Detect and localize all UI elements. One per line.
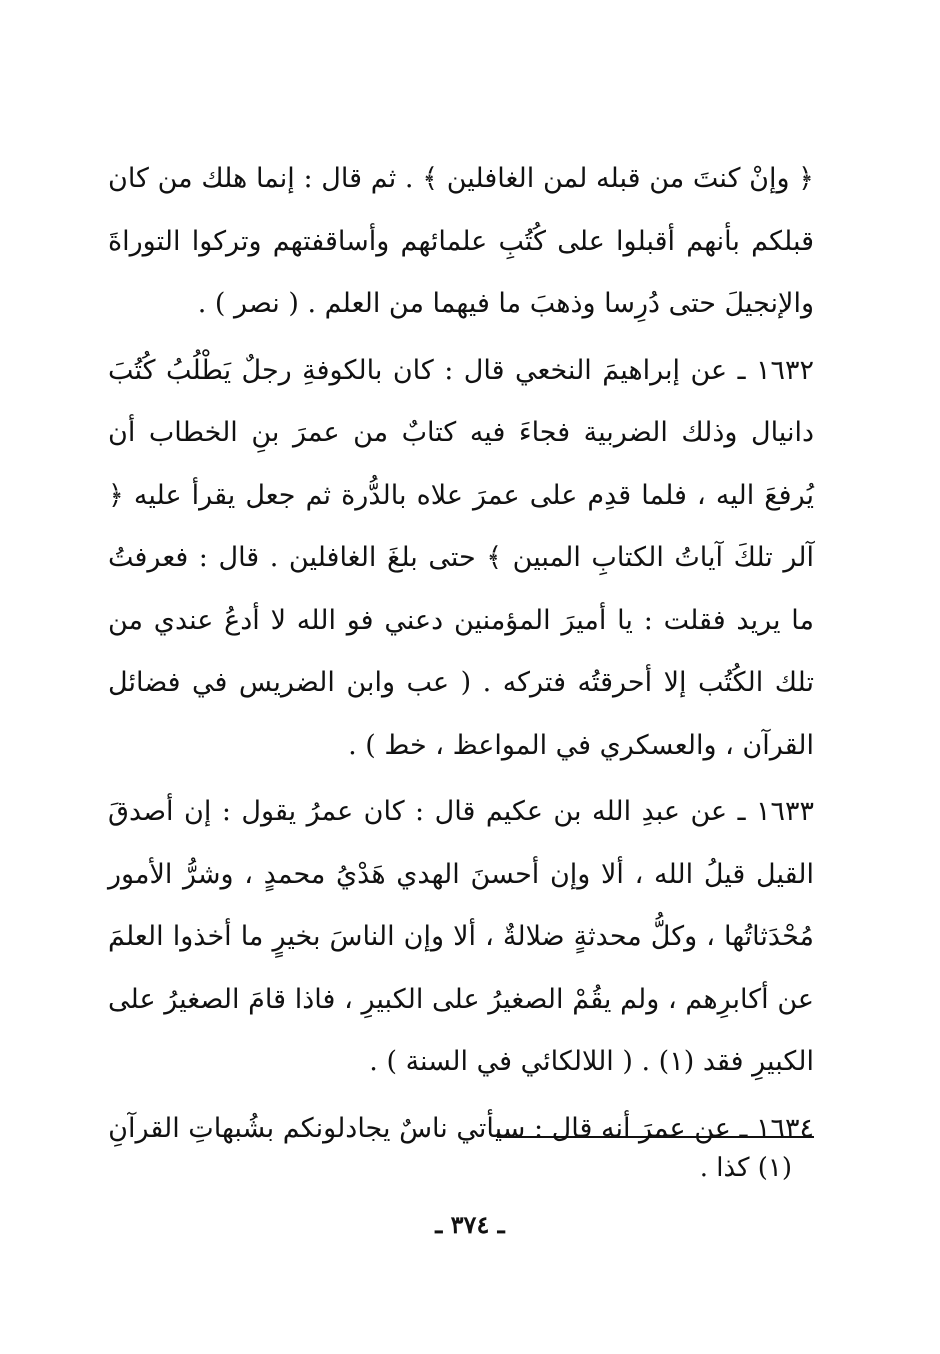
footnote-divider bbox=[497, 1136, 814, 1138]
paragraph-1: ﴿ وإنْ كنتَ من قبله لمن الغافلين ﴾ . ثم قال : إنما هلك من كان قبلكم بأنهم أقبلوا على كُتُبِ علمائهم وأساقفتهم وتركوا التوراةَ والإنجيلَ حتى دُرِسا وذهبَ ما فيهما من العلم . ( نصر ) . bbox=[108, 163, 814, 319]
page-body bbox=[108, 148, 814, 1160]
page-number: ـ ٣٧٤ ـ bbox=[435, 1210, 505, 1239]
footnote: (١) كذا . bbox=[699, 1153, 792, 1183]
paragraph-1632: ١٦٣٢ ـ عن إبراهيمَ النخعي قال : كان بالكوفةِ رجلٌ يَطْلُبُ كُتُبَ دانيال وذلك الضربية فجاءَ فيه كتابٌ من عمرَ بنِ الخطاب أن يُرفعَ اليه ، فلما قدِم على عمرَ علاه بالدُّرة ثم جعل يقرأ عليه ﴿ آلر تلكَ آياتُ الكتابِ المبين ﴾ حتى بلغَ الغافلين . قال : فعرفتُ ما يريد فقلت : يا أميرَ المؤمنين دعني فو الله لا أدعُ عندي من تلك الكُتُب إلا أحرقتُه فتركه . ( عب وابن الضريس في فضائل القرآن ، والعسكري في المواعظ ، خط ) . bbox=[108, 354, 814, 761]
paragraph-1633: ١٦٣٣ ـ عن عبدِ الله بن عكيم قال : كان عمرُ يقول : إن أصدقَ القيل قيلُ الله ، ألا وإن أحسنَ الهدي هَدْيُ محمدٍ ، وشرُّ الأمور مُحْدَثاتُها ، وكلُّ محدثةٍ ضلالةٌ ، ألا وإن الناسَ بخيرٍ ما أخذوا العلمَ عن أكابرِهم ، ولم يقُمْ الصغيرُ على الكبيرِ ، فاذا قامَ الصغيرُ على الكبيرِ فقد (١) . ( اللالكائي في السنة ) . bbox=[108, 796, 814, 1077]
paragraph-1634: ١٦٣٤ ـ عن عمرَ أنه قال : سيأتي ناسٌ يجادلونكم بشُبهاتِ القرآنِ bbox=[108, 1112, 814, 1144]
